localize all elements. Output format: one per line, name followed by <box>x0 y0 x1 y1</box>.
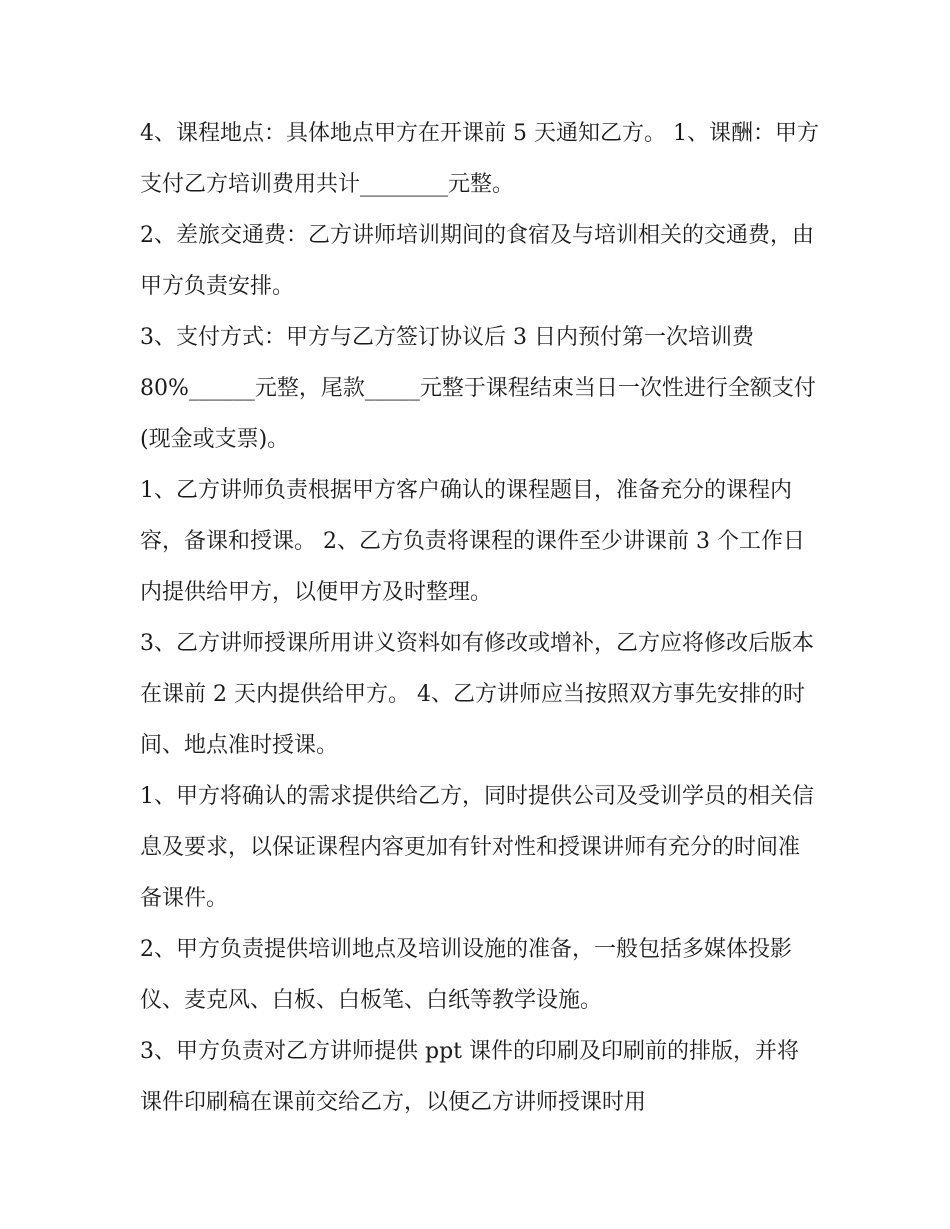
paragraph-party-a-duties-1: 1、甲方将确认的需求提供给乙方，同时提供公司及受训学员的相关信息及要求，以保证课程内容更加有针对性和授课讲师有充分的时间准备课件。 <box>140 784 814 911</box>
paragraph-party-b-duties-1: 1、乙方讲师负责根据甲方客户确认的课程题目，准备充分的课程内容，备课和授课。 2、乙方负责将课程的课件至少讲课前 3 个工作日内提供给甲方，以便甲方及时整理。 <box>140 478 805 605</box>
paragraph-travel-expenses: 2、差旅交通费：乙方讲师培训期间的食宿及与培训相关的交通费，由甲方负责安排。 <box>140 223 814 299</box>
paragraph-payment-method: 3、支付方式：甲方与乙方签订协议后 3 日内预付第一次培训费 80%______元整，尾款_____元整于课程结束当日一次性进行全额支付(现金或支票)。 <box>140 325 816 452</box>
paragraph-party-a-duties-3: 3、甲方负责对乙方讲师提供 ppt 课件的印刷及印刷前的排版，并将课件印刷稿在课前交给乙方，以便乙方讲师授课时用 <box>140 1039 799 1115</box>
paragraph-course-location-fee: 4、课程地点：具体地点甲方在开课前 5 天通知乙方。 1、课酬：甲方支付乙方培训费用共计________元整。 <box>140 121 819 197</box>
paragraph-party-a-duties-2: 2、甲方负责提供培训地点及培训设施的准备，一般包括多媒体投影仪、麦克风、白板、白板笔、白纸等教学设施。 <box>140 937 792 1013</box>
paragraph-party-b-duties-2: 3、乙方讲师授课所用讲义资料如有修改或增补，乙方应将修改后版本在课前 2 天内提供给甲方。 4、乙方讲师应当按照双方事先安排的时间、地点准时授课。 <box>140 631 814 758</box>
document-body <box>140 108 820 1128</box>
